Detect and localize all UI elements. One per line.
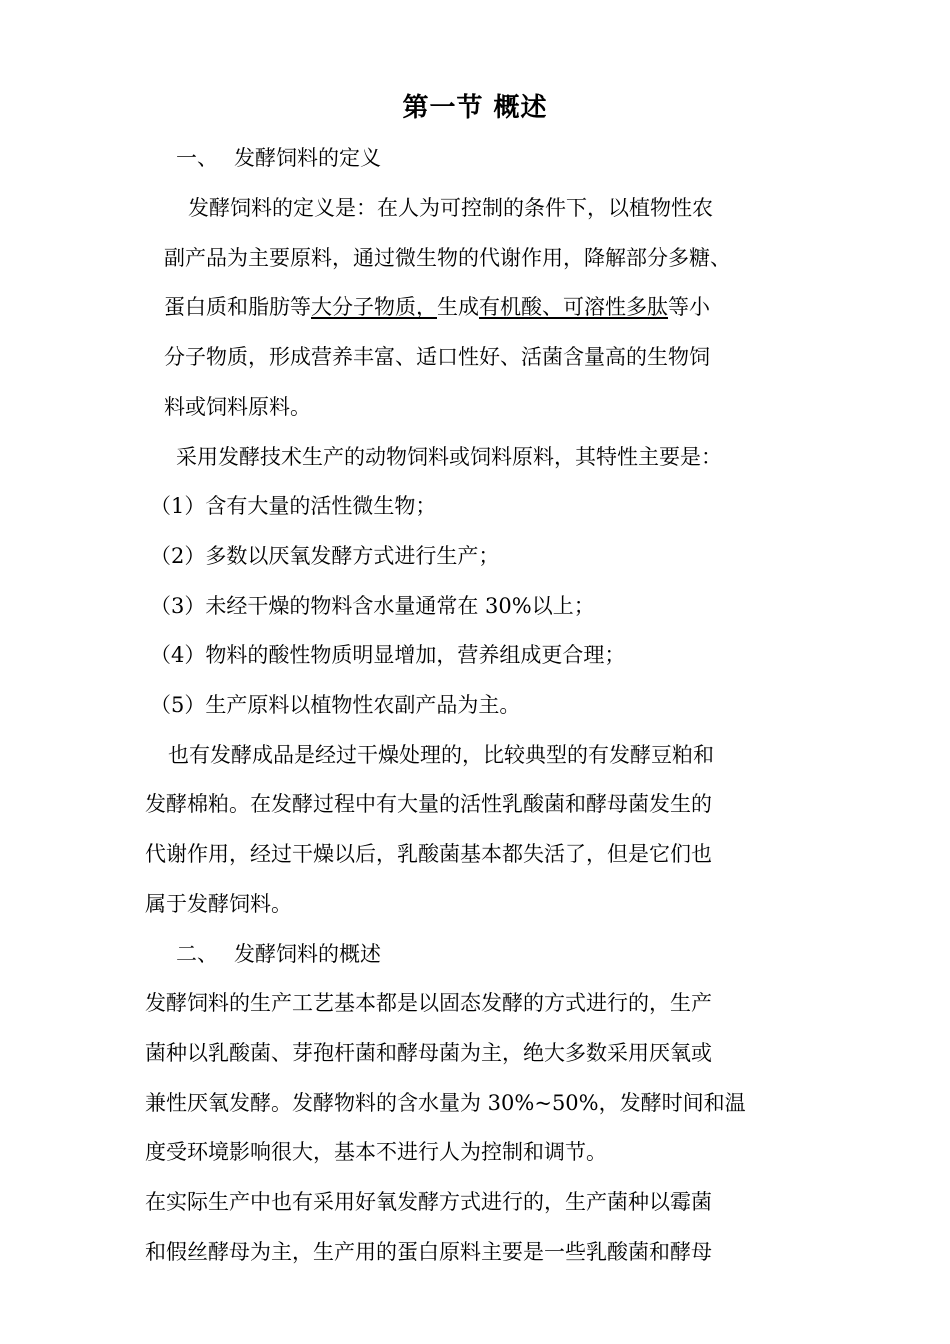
paragraph-line: 副产品为主要原料，通过微生物的代谢作用，降解部分多糖、: [164, 246, 731, 270]
list-item: （1）含有大量的活性微生物；: [150, 494, 437, 518]
paragraph-line: 菌种以乳酸菌、芽孢杆菌和酵母菌为主，绝大多数采用厌氧或: [145, 1041, 712, 1065]
section-heading-text: 发酵饲料的概述: [234, 942, 381, 966]
text-run: 等小: [668, 295, 710, 319]
paragraph-line: 也有发酵成品是经过干燥处理的，比较典型的有发酵豆粕和: [168, 743, 714, 767]
paragraph-line: 度受环境影响很大，基本不进行人为控制和调节。: [145, 1140, 607, 1164]
underlined-text: 大分子物质，: [311, 295, 437, 319]
list-item: （3）未经干燥的物料含水量通常在 30%以上；: [150, 594, 595, 618]
page-title: 第一节 概述: [402, 93, 548, 123]
paragraph-line: 分子物质，形成营养丰富、适口性好、活菌含量高的生物饲: [164, 345, 710, 369]
section-number: 一、: [176, 146, 218, 170]
paragraph-line: 和假丝酵母为主，生产用的蛋白原料主要是一些乳酸菌和酵母: [145, 1240, 712, 1264]
list-item: （2）多数以厌氧发酵方式进行生产；: [150, 544, 500, 568]
underlined-text: 有机酸、可溶性多肽: [479, 295, 668, 319]
features-intro: 采用发酵技术生产的动物饲料或饲料原料，其特性主要是：: [176, 445, 722, 469]
section-number: 二、: [176, 942, 218, 966]
paragraph-line: 发酵饲料的定义是：在人为可控制的条件下，以植物性农: [188, 196, 713, 220]
paragraph-line: 发酵棉粕。在发酵过程中有大量的活性乳酸菌和酵母菌发生的: [145, 792, 712, 816]
text-run: 蛋白质和脂肪等: [164, 295, 311, 319]
list-item: （5）生产原料以植物性农副产品为主。: [150, 693, 521, 717]
list-item: （4）物料的酸性物质明显增加，营养组成更合理；: [150, 643, 626, 667]
paragraph-line: 属于发酵饲料。: [145, 892, 292, 916]
paragraph-line: [164, 291, 710, 323]
paragraph-line: 料或饲料原料。: [164, 395, 311, 419]
section-heading-overview: [176, 938, 381, 970]
paragraph-line: 兼性厌氧发酵。发酵物料的含水量为 30%~50%，发酵时间和温: [145, 1091, 746, 1115]
section-heading-definition: [176, 142, 381, 174]
section-heading-text: 发酵饲料的定义: [234, 146, 381, 170]
paragraph-line: 发酵饲料的生产工艺基本都是以固态发酵的方式进行的，生产: [145, 991, 712, 1015]
paragraph-line: 在实际生产中也有采用好氧发酵方式进行的，生产菌种以霉菌: [145, 1190, 712, 1214]
text-run: 生成: [437, 295, 479, 319]
paragraph-line: 代谢作用，经过干燥以后，乳酸菌基本都失活了，但是它们也: [145, 842, 712, 866]
